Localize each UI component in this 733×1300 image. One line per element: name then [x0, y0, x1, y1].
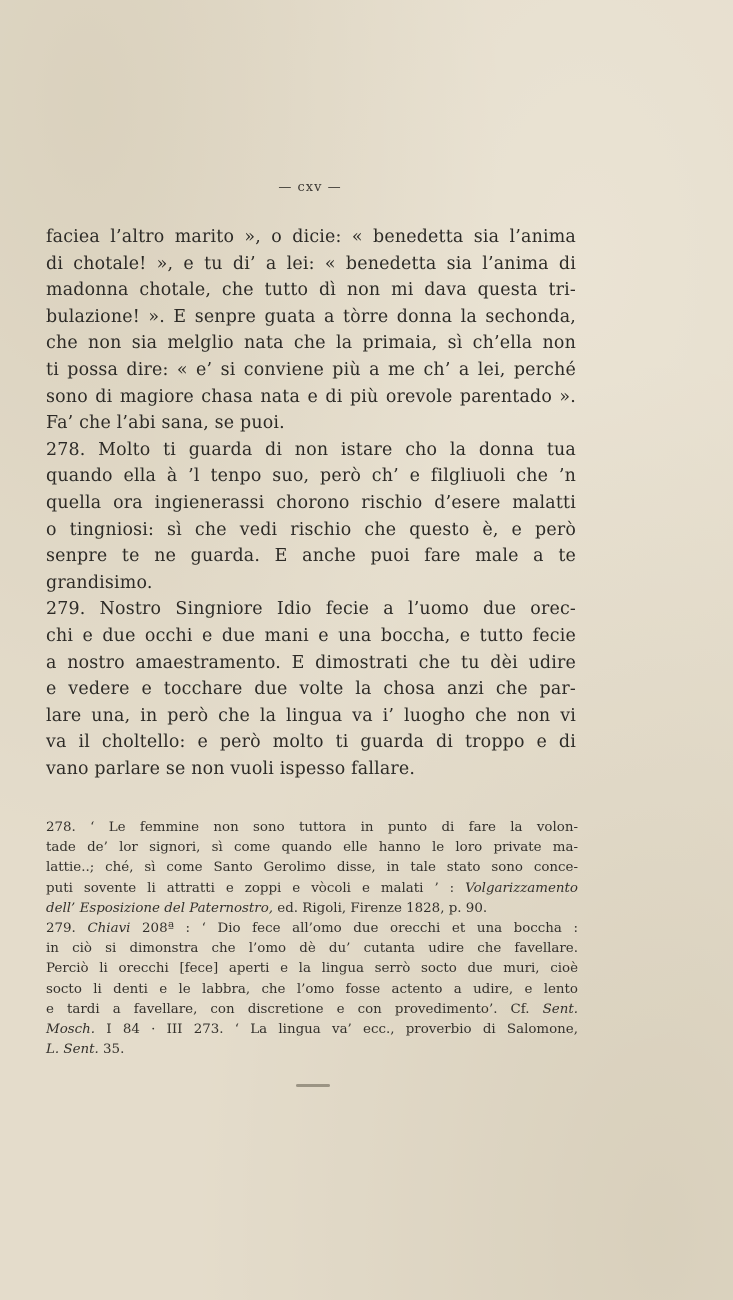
footnotes-block [46, 818, 578, 1060]
note-279-text: I 84 · III 273. ‘ La lingua va’ ecc., proverbio di Salomone, [106, 1021, 578, 1037]
paragraph-278-line: o tingniosi: sì che vedi rischio che questo è, e però [46, 519, 576, 540]
note-279-line [46, 1040, 578, 1060]
main-text-line: di chotale! », e tu di’ a lei: « benedetta sia l’anima di [46, 253, 576, 274]
paragraph-279-line: va il choltello: e però molto ti guarda di troppo e di [46, 732, 576, 753]
note-278-title: Volgarizzamento [465, 880, 578, 896]
main-text-line: ti possa dire: « e’ si conviene più a me ch’ a lei, perché [46, 359, 576, 380]
note-279-source: Sent. [542, 1001, 578, 1017]
main-text-block [46, 224, 576, 782]
note-278-text: puti sovente li attratti e zoppi e vòcoli e malati ’ : [46, 880, 455, 896]
note-278-line [46, 899, 578, 919]
paragraph-278-line: grandisimo. [46, 572, 153, 593]
note-279-line: in ciò si dimonstra che l’omo dè du’ cutanta udire che favellare. [46, 941, 578, 957]
running-head-page-number: — cxv — [278, 180, 342, 195]
paragraph-278-line: 278. Molto ti guarda di non istare cho la donna tua [46, 439, 576, 460]
note-278-title: dell’ Esposizione del Paternostro, [46, 900, 274, 916]
main-text-line: sono di magiore chasa nata e di più orevole parentado ». [46, 386, 576, 407]
main-text-line: bulazione! ». E senpre guata a tòrre donna la sechonda, [46, 306, 576, 327]
note-278-line [46, 879, 578, 899]
note-279-number: 279. [46, 920, 76, 936]
paragraph-279-line: e vedere e tocchare due volte la chosa anzi che par- [46, 679, 576, 700]
paragraph-278-line: senpre te ne guarda. E anche puoi fare male a te [46, 546, 576, 567]
paragraph-278-line: quella ora ingienerassi chorono rischio d’esere malatti [46, 492, 576, 513]
note-279-line [46, 1000, 578, 1020]
note-278-citation: ed. Rigoli, Firenze 1828, p. 90. [277, 900, 488, 916]
note-279-line [46, 1020, 578, 1040]
note-278-line: tade de’ lor signori, sì come quando elle hanno le loro private ma- [46, 840, 578, 856]
main-text-line: che non sia melglio nata che la primaia, sì ch’ella non [46, 333, 576, 354]
end-ornament-rule [296, 1084, 330, 1087]
paragraph-279-line: vano parlare se non vuoli ispesso fallare. [46, 758, 416, 779]
paragraph-279-line: chi e due occhi e due mani e una boccha, e tutto fecie [46, 625, 576, 646]
paragraph-279-line: 279. Nostro Singniore Idio fecie a l’uomo due orec- [46, 599, 576, 620]
note-278-line: 278. ‘ Le femmine non sono tuttora in punto di fare la volon- [46, 820, 578, 835]
main-text-line: faciea l’altro marito », o dicie: « benedetta sia l’anima [46, 227, 576, 247]
note-279-text: 35. [103, 1042, 125, 1058]
note-279-source: Chiavi [87, 920, 131, 936]
main-text-line: Fa’ che l’abi sana, se puoi. [46, 413, 285, 434]
paragraph-278-line: quando ella à ’l tenpo suo, però ch’ e filgliuoli che ’n [46, 466, 576, 487]
note-279-line: Perciò li orecchi [fece] aperti e la lingua serrò socto due muri, cioè [46, 961, 578, 977]
note-279-source: Mosch. [46, 1021, 96, 1037]
note-279-line [46, 919, 578, 939]
note-279-text: e tardi a favellare, con discretione e con provedimento’. Cf. [46, 1001, 530, 1017]
note-279-source: L. Sent. [46, 1042, 99, 1058]
paragraph-279-line: a nostro amaestramento. E dimostrati che tu dèi udire [46, 652, 576, 673]
main-text-line: madonna chotale, che tutto dì non mi dava questa tri- [46, 280, 576, 301]
note-278-line: lattie..; ché, sì come Santo Gerolimo disse, in tale stato sono conce- [46, 860, 578, 876]
note-279-text: 208ª : ‘ Dio fece all’omo due orecchi et una boccha : [142, 920, 578, 936]
paragraph-279-line: lare una, in però che la lingua va i’ luogho che non vi [46, 705, 576, 726]
note-279-line: socto li denti e le labbra, che l’omo fosse actento a udire, e lento [46, 981, 578, 997]
